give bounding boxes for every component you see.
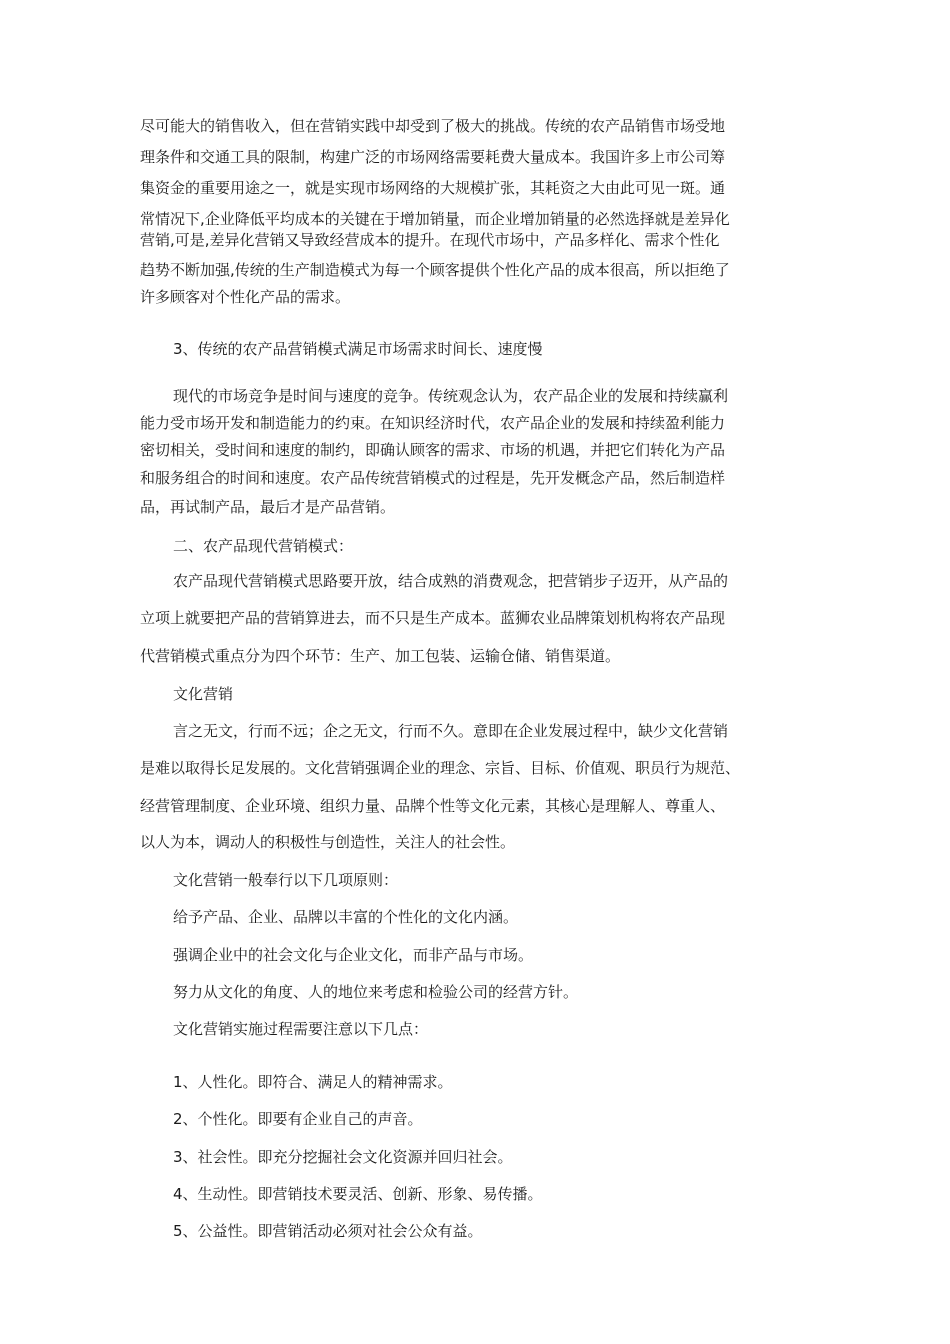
paragraph-line: 言之无文，行而不远；企之无文，行而不久。意即在企业发展过程中，缺少文化营销 xyxy=(173,722,729,740)
list-item: 4、生动性。即营销技术要灵活、创新、形象、易传播。 xyxy=(173,1185,543,1203)
paragraph-line: 现代的市场竞争是时间与速度的竞争。传统观念认为，农产品企业的发展和持续赢利 xyxy=(173,387,729,405)
paragraph-line: 尽可能大的销售收入，但在营销实践中却受到了极大的挑战。传统的农产品销售市场受地 xyxy=(140,117,726,135)
paragraph-line: 立项上就要把产品的营销算进去，而不只是生产成本。蓝狮农业品牌策划机构将农产品现 xyxy=(140,609,726,627)
paragraph-line: 集资金的重要用途之一，就是实现市场网络的大规模扩张，其耗资之大由此可见一斑。通 xyxy=(140,179,726,197)
list-item: 给予产品、企业、品牌以丰富的个性化的文化内涵。 xyxy=(173,908,519,926)
paragraph-line: 品，再试制产品，最后才是产品营销。 xyxy=(140,498,396,516)
paragraph-line: 农产品现代营销模式思路要开放，结合成熟的消费观念，把营销步子迈开，从产品的 xyxy=(173,572,729,590)
paragraph-line: 代营销模式重点分为四个环节：生产、加工包装、运输仓储、销售渠道。 xyxy=(140,647,621,665)
section-heading: 二、农产品现代营销模式： xyxy=(173,537,354,555)
list-item: 3、社会性。即充分挖掘社会文化资源并回归社会。 xyxy=(173,1148,513,1166)
paragraph-line: 理条件和交通工具的限制，构建广泛的市场网络需要耗费大量成本。我国许多上市公司筹 xyxy=(140,148,726,166)
paragraph-line: 和服务组合的时间和速度。农产品传统营销模式的过程是，先开发概念产品，然后制造样 xyxy=(140,469,726,487)
paragraph-line: 常情况下,企业降低平均成本的关键在于增加销量，而企业增加销量的必然选择就是差异化 xyxy=(140,210,730,228)
paragraph-line: 营销,可是,差异化营销又导致经营成本的提升。在现代市场中，产品多样化、需求个性化 xyxy=(140,231,720,249)
paragraph-line: 密切相关，受时间和速度的制约，即确认顾客的需求、市场的机遇，并把它们转化为产品 xyxy=(140,441,726,459)
paragraph-line: 文化营销一般奉行以下几项原则： xyxy=(173,871,399,889)
list-item: 2、个性化。即要有企业自己的声音。 xyxy=(173,1110,423,1128)
section-heading: 3、传统的农产品营销模式满足市场需求时间长、速度慢 xyxy=(173,340,543,358)
paragraph-line: 以人为本，调动人的积极性与创造性，关注人的社会性。 xyxy=(140,833,516,851)
list-item: 强调企业中的社会文化与企业文化，而非产品与市场。 xyxy=(173,946,534,964)
list-item: 1、人性化。即符合、满足人的精神需求。 xyxy=(173,1073,453,1091)
list-item: 5、公益性。即营销活动必须对社会公众有益。 xyxy=(173,1222,483,1240)
paragraph-line: 文化营销实施过程需要注意以下几点： xyxy=(173,1020,429,1038)
paragraph-line: 经营管理制度、企业环境、组织力量、品牌个性等文化元素，其核心是理解人、尊重人、 xyxy=(140,797,726,815)
list-item: 努力从文化的角度、人的地位来考虑和检验公司的经营方针。 xyxy=(173,983,579,1001)
paragraph-line: 许多顾客对个性化产品的需求。 xyxy=(140,288,351,306)
section-heading: 文化营销 xyxy=(173,685,234,703)
paragraph-line: 趋势不断加强,传统的生产制造模式为每一个顾客提供个性化产品的成本很高，所以拒绝了 xyxy=(140,261,730,279)
paragraph-line: 是难以取得长足发展的。文化营销强调企业的理念、宗旨、目标、价值观、职员行为规范、 xyxy=(140,759,741,777)
paragraph-line: 能力受市场开发和制造能力的约束。在知识经济时代，农产品企业的发展和持续盈利能力 xyxy=(140,414,726,432)
